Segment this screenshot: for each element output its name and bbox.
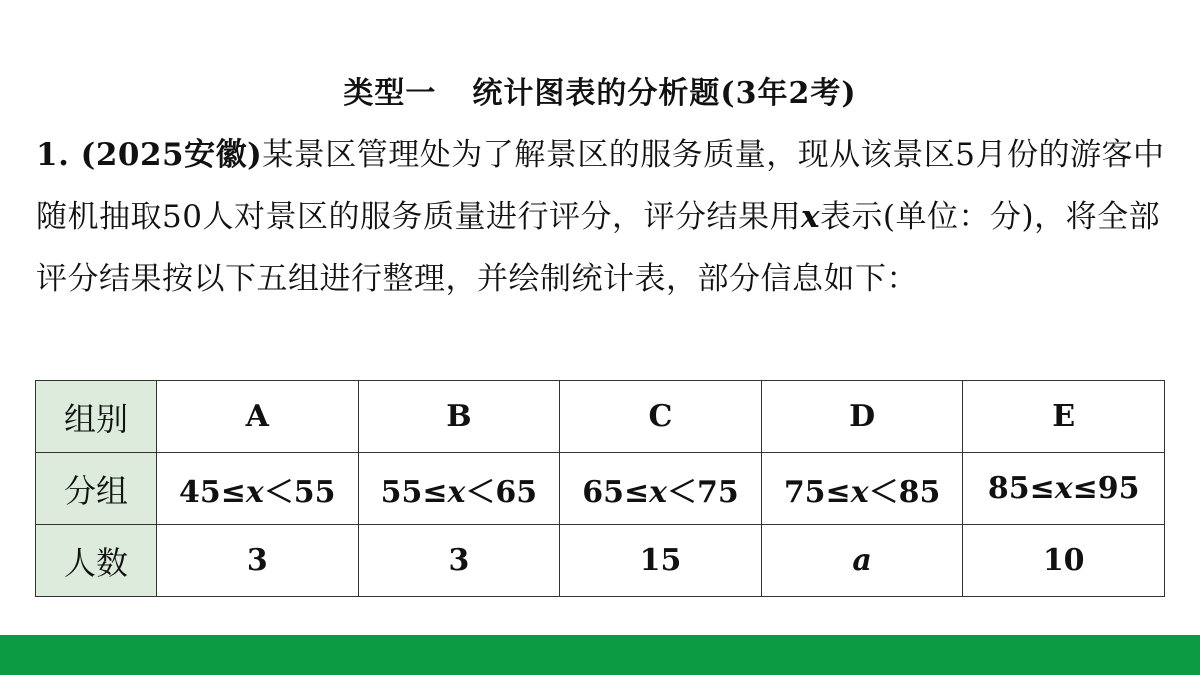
- row-header-group: 组别: [36, 381, 157, 453]
- table-cell: E: [963, 381, 1165, 453]
- table-cell: [560, 453, 762, 525]
- footer-bar: [0, 635, 1200, 675]
- problem-text-2: 表示(单位：分)，将全部评分结果按以下五组进行整理，并绘制统计表，部分信息如下：: [36, 199, 1161, 297]
- table-cell: [358, 453, 560, 525]
- table-cell: [157, 453, 359, 525]
- section-title-topic: 统计图表的分析题(3年2考): [472, 76, 857, 111]
- section-title-type: 类型一: [343, 76, 437, 111]
- problem-statement: [36, 124, 1166, 310]
- table-cell: [963, 453, 1165, 525]
- range-lower: 45≤: [179, 474, 246, 510]
- range-lower: 65≤: [582, 474, 650, 510]
- table-cell: 15: [560, 525, 762, 597]
- range-variable: x: [850, 474, 869, 510]
- table-cell: A: [157, 381, 359, 453]
- table-row-group: [36, 381, 1165, 453]
- problem-text-1: 某景区管理处为了解景区的服务质量，现从该景区5月份的游客中随机抽取50人对景区的服务质量进行评分，评分结果用: [36, 137, 1165, 235]
- range-variable: x: [447, 474, 466, 510]
- range-variable: x: [245, 474, 264, 510]
- table-cell-unknown-a: a: [761, 525, 963, 597]
- problem-number: 1. (2025安徽): [36, 137, 263, 173]
- row-header-range: 分组: [36, 453, 157, 525]
- row-header-count: 人数: [36, 525, 157, 597]
- table-cell: 3: [358, 525, 560, 597]
- table-cell: 10: [963, 525, 1165, 597]
- table-cell: [761, 453, 963, 525]
- range-upper: ＜85: [868, 474, 941, 510]
- table-cell: D: [761, 381, 963, 453]
- section-title: [0, 72, 1200, 116]
- range-lower: 55≤: [380, 474, 448, 510]
- range-lower: 75≤: [783, 474, 851, 510]
- table-row-count: [36, 525, 1165, 597]
- range-upper: ≤95: [1072, 471, 1140, 506]
- range-lower: 85≤: [987, 471, 1055, 506]
- range-upper: ＜65: [465, 474, 538, 510]
- table-cell: C: [560, 381, 762, 453]
- range-variable: x: [1054, 471, 1073, 506]
- range-upper: ＜75: [667, 474, 739, 510]
- range-variable: x: [649, 474, 667, 510]
- table-cell: 3: [157, 525, 359, 597]
- problem-variable: x: [800, 199, 820, 235]
- table-row-range: [36, 453, 1165, 525]
- range-upper: ＜55: [263, 474, 336, 510]
- table-cell: B: [358, 381, 560, 453]
- statistics-table: [35, 380, 1165, 597]
